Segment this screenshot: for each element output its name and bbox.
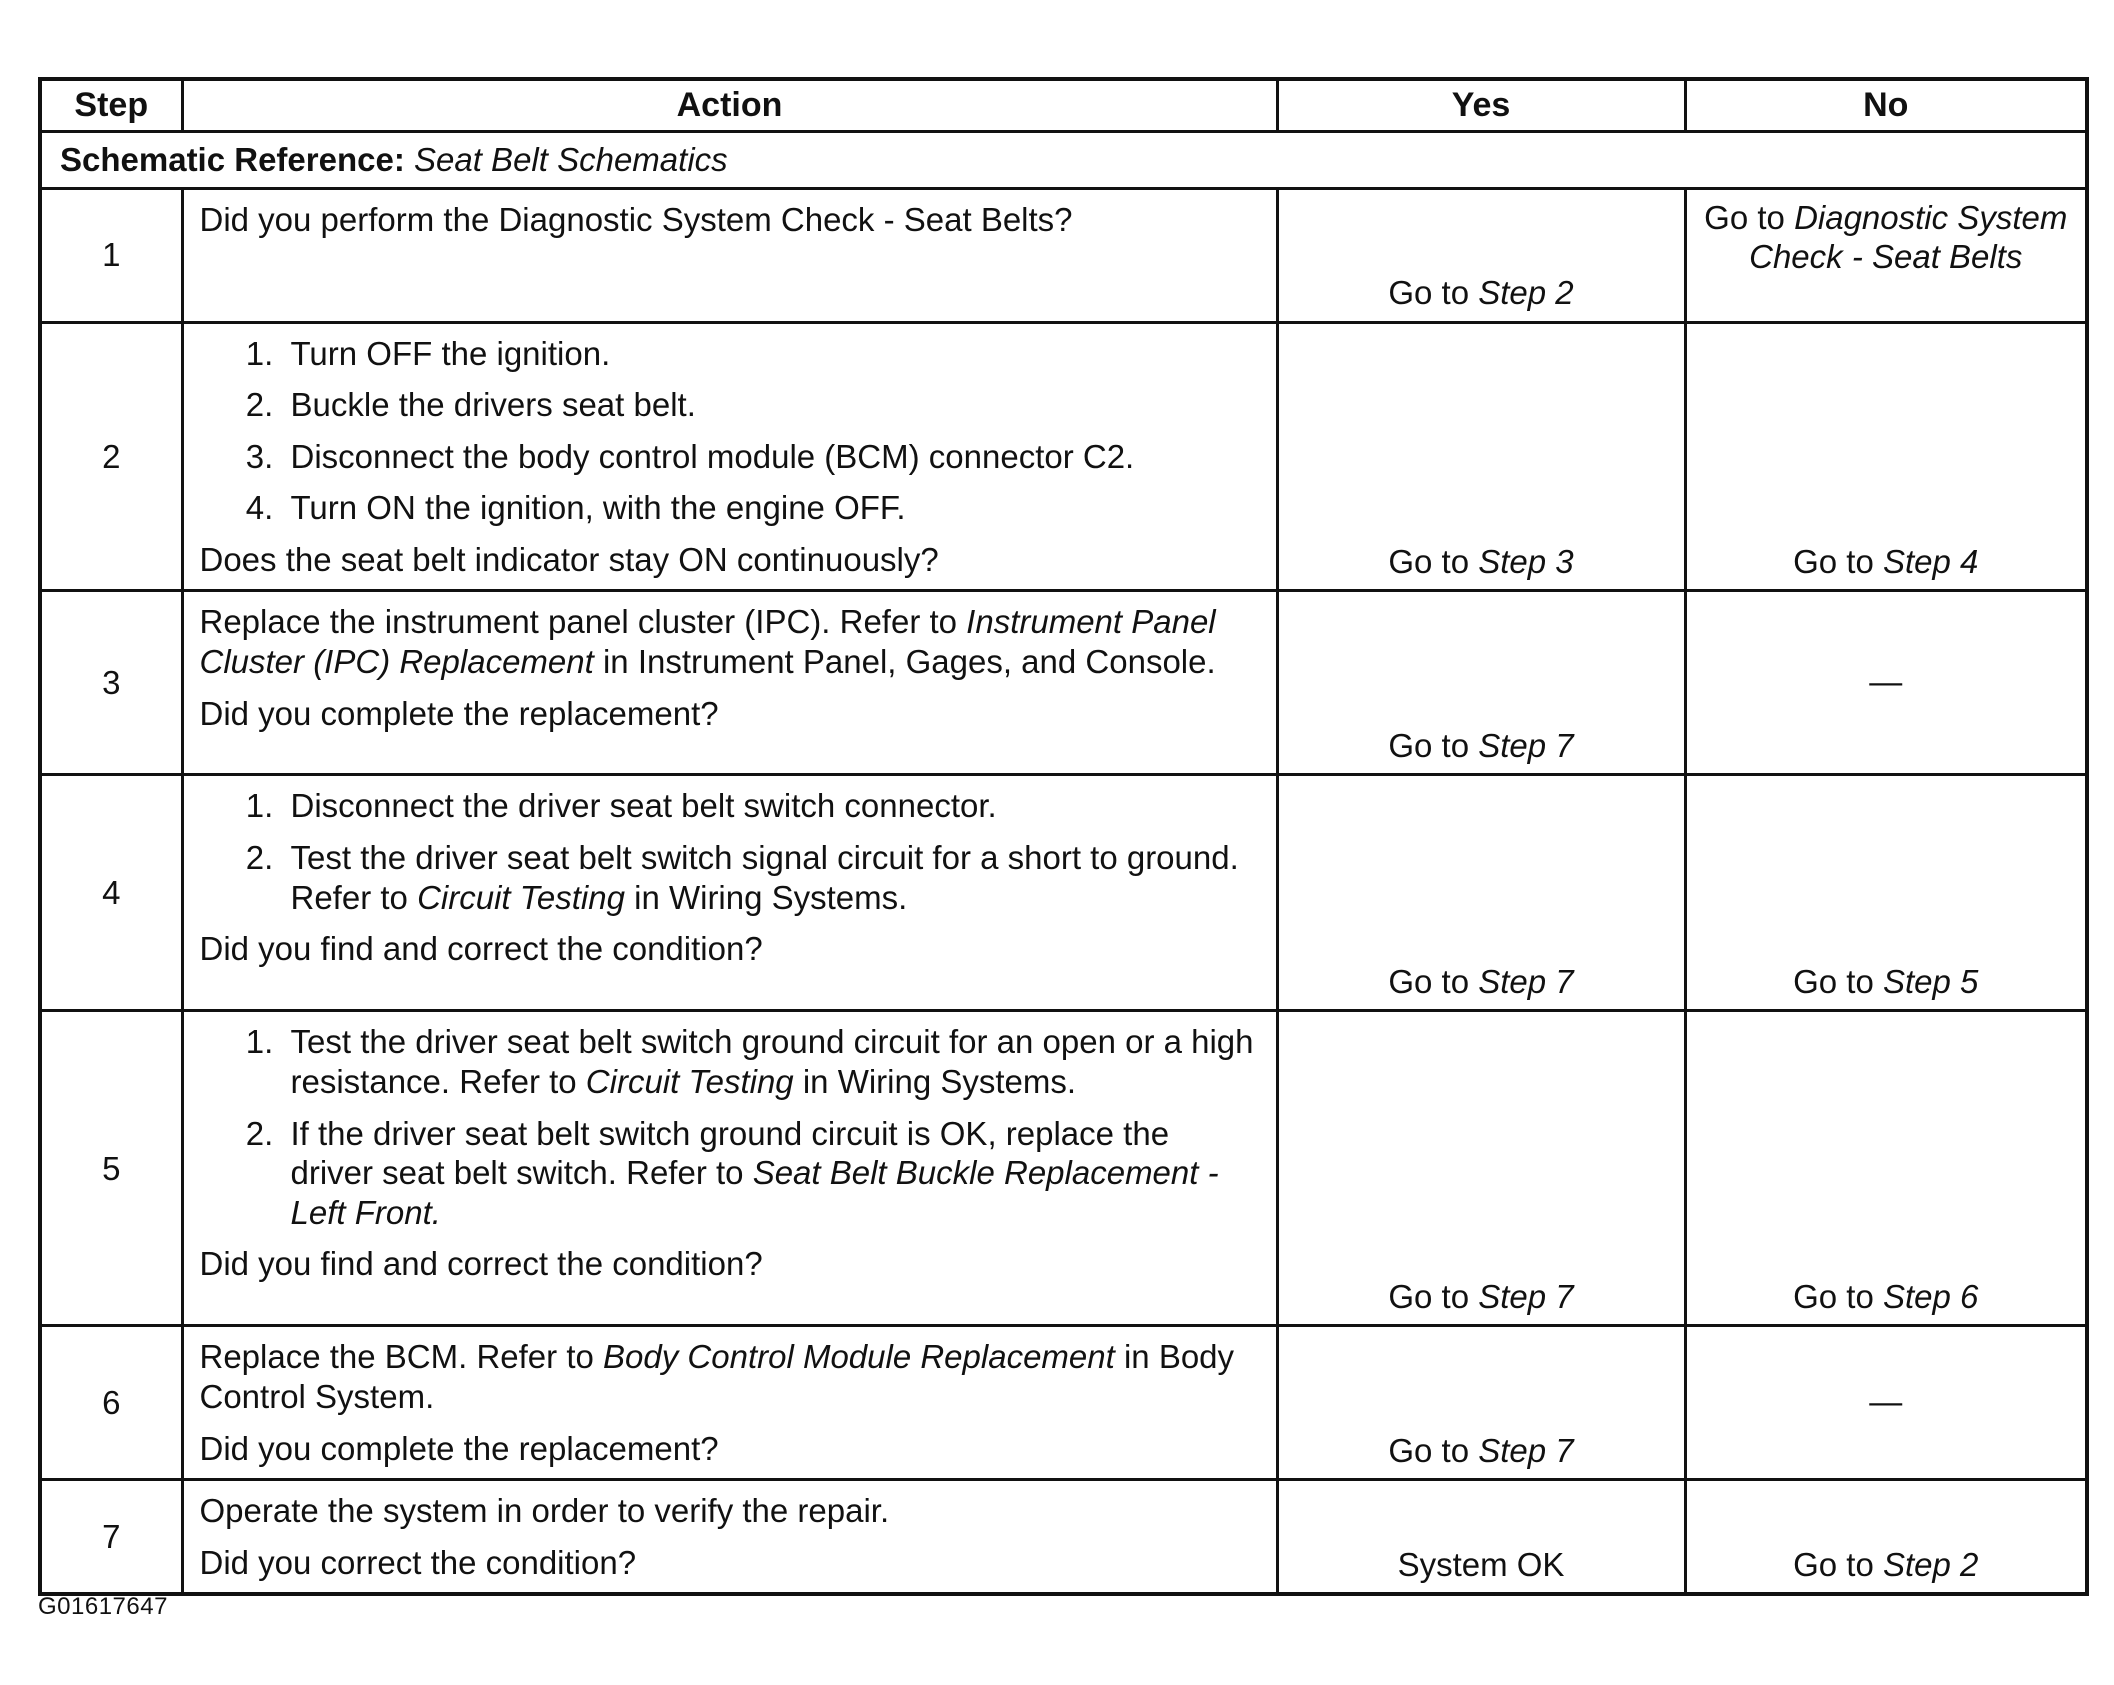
yes-step-link[interactable]: Step 2 xyxy=(1478,273,1574,311)
figure-id: G01617647 xyxy=(38,1593,168,1620)
list-item xyxy=(283,838,1260,917)
procedure-link[interactable]: Circuit Testing xyxy=(585,1063,794,1101)
procedure-link[interactable]: Body Control Module Replacement xyxy=(603,1338,1115,1376)
no-prefix: Go to xyxy=(1793,542,1883,580)
list-item: 1. Turn OFF the ignition. xyxy=(283,334,1260,374)
table-row xyxy=(40,1326,2087,1480)
list-item: 2. Buckle the drivers seat belt. xyxy=(283,385,1260,425)
action-question: Did you complete the replacement? xyxy=(199,1429,719,1467)
yes-step-link[interactable]: Step 7 xyxy=(1478,1431,1574,1469)
list-item: 3. Disconnect the body control module (BCM) connector C2. xyxy=(283,437,1260,477)
instruction-text: Test the driver seat belt switch signal circuit for a short to ground. Refer to xyxy=(290,839,1239,916)
action-cell xyxy=(182,1011,1277,1326)
yes-step-link[interactable]: Step 7 xyxy=(1478,962,1574,1000)
table-row xyxy=(40,775,2087,1011)
step-column-header: Step xyxy=(40,79,182,131)
no-prefix: Go to xyxy=(1793,962,1883,1000)
action-list xyxy=(200,1022,1260,1232)
no-cell xyxy=(1685,188,2087,322)
yes-result: System OK xyxy=(1397,1545,1565,1583)
instruction-text: If the driver seat belt switch ground circuit is OK, replace the driver seat belt switch. Refer to xyxy=(290,1114,1170,1192)
no-cell xyxy=(1685,775,2087,1011)
schematic-reference-link[interactable]: Seat Belt Schematics xyxy=(414,140,728,178)
table-row xyxy=(40,322,2087,591)
diagnostic-table xyxy=(38,77,2089,1596)
instruction-text: Replace the BCM. Refer to xyxy=(199,1338,604,1376)
table-row xyxy=(40,591,2087,775)
schematic-reference-cell xyxy=(40,131,2087,188)
list-item: 4. Turn ON the ignition, with the engine OFF. xyxy=(283,488,1260,528)
instruction-text: in Instrument Panel, Gages, and Console. xyxy=(593,643,1216,681)
instruction-text: Replace the instrument panel cluster (IPC). Refer to xyxy=(199,603,967,641)
no-column-header: No xyxy=(1685,79,2087,131)
table-row xyxy=(40,1480,2087,1595)
instruction-text: in Wiring Systems. xyxy=(793,1063,1077,1101)
list-item: 1. Disconnect the driver seat belt switch connector. xyxy=(283,786,1260,826)
no-cell xyxy=(1685,322,2087,591)
action-question: Did you find and correct the condition? xyxy=(199,1245,763,1283)
yes-cell xyxy=(1277,591,1685,775)
yes-step-link[interactable]: Step 3 xyxy=(1478,542,1574,580)
schematic-reference-label: Schematic Reference: xyxy=(60,140,405,178)
yes-cell xyxy=(1277,1326,1685,1480)
procedure-link[interactable]: Seat Belt Buckle Replacement - Left Front. xyxy=(290,1154,1219,1231)
yes-prefix: Go to xyxy=(1388,962,1479,1000)
yes-cell xyxy=(1277,1480,1685,1595)
step-number: 2 xyxy=(40,322,182,591)
list-item xyxy=(283,1022,1260,1101)
action-cell xyxy=(182,775,1277,1011)
step-number: 3 xyxy=(40,591,182,775)
yes-column-header: Yes xyxy=(1277,79,1685,131)
no-cell xyxy=(1685,1011,2087,1326)
no-step-link[interactable]: Step 5 xyxy=(1882,962,1979,1000)
no-procedure-link[interactable]: Diagnostic System Check - Seat Belts xyxy=(1749,198,2068,276)
step-number: 5 xyxy=(40,1011,182,1326)
yes-prefix: Go to xyxy=(1388,726,1479,764)
no-prefix: Go to xyxy=(1793,1277,1883,1315)
action-question: Does the seat belt indicator stay ON continuously? xyxy=(199,540,939,578)
action-cell xyxy=(182,322,1277,591)
no-step-link[interactable]: Step 2 xyxy=(1882,1545,1979,1583)
table-row xyxy=(40,188,2087,322)
no-prefix: Go to xyxy=(1704,198,1795,236)
procedure-link[interactable]: Instrument Panel Cluster (IPC) Replacement xyxy=(199,603,1216,681)
action-cell xyxy=(182,1480,1277,1595)
yes-prefix: Go to xyxy=(1388,273,1479,311)
no-step-link[interactable]: Step 6 xyxy=(1882,1277,1979,1315)
instruction-text: in Wiring Systems. xyxy=(624,878,908,916)
action-cell xyxy=(182,188,1277,322)
action-cell xyxy=(182,1326,1277,1480)
step-number: 7 xyxy=(40,1480,182,1595)
action-instruction xyxy=(200,602,1260,681)
step-number: 6 xyxy=(40,1326,182,1480)
table-row xyxy=(40,1011,2087,1326)
no-dash: — xyxy=(1869,663,1903,701)
action-question: Did you correct the condition? xyxy=(199,1543,637,1581)
action-question: Did you perform the Diagnostic System Check - Seat Belts? xyxy=(199,200,1073,238)
step-number: 4 xyxy=(40,775,182,1011)
instruction-text: Test the driver seat belt switch ground circuit for an open or a high resistance. Refer to xyxy=(290,1023,1254,1101)
no-cell xyxy=(1685,1480,2087,1595)
yes-prefix: Go to xyxy=(1388,1431,1479,1469)
no-prefix: Go to xyxy=(1793,1545,1883,1583)
yes-cell xyxy=(1277,322,1685,591)
action-instruction: Operate the system in order to verify the repair. xyxy=(199,1492,890,1530)
yes-prefix: Go to xyxy=(1388,542,1479,580)
step-number: 1 xyxy=(40,188,182,322)
action-column-header: Action xyxy=(182,79,1277,131)
yes-prefix: Go to xyxy=(1388,1277,1479,1315)
action-question: Did you find and correct the condition? xyxy=(199,930,763,968)
yes-cell xyxy=(1277,188,1685,322)
no-dash: — xyxy=(1869,1383,1903,1421)
no-step-link[interactable]: Step 4 xyxy=(1882,542,1979,580)
yes-step-link[interactable]: Step 7 xyxy=(1478,1277,1574,1315)
no-cell xyxy=(1685,1326,2087,1480)
action-list xyxy=(200,334,1260,528)
procedure-link[interactable]: Circuit Testing xyxy=(417,878,625,916)
yes-cell xyxy=(1277,1011,1685,1326)
action-cell xyxy=(182,591,1277,775)
action-question: Did you complete the replacement? xyxy=(199,694,719,732)
action-instruction xyxy=(200,1337,1260,1416)
schematic-reference-row xyxy=(40,131,2087,188)
yes-cell xyxy=(1277,775,1685,1011)
instruction-text: in Body Control System. xyxy=(199,1338,1235,1416)
list-item xyxy=(283,1114,1260,1233)
action-list xyxy=(200,786,1260,917)
no-cell xyxy=(1685,591,2087,775)
yes-step-link[interactable]: Step 7 xyxy=(1478,726,1574,764)
header-row xyxy=(40,79,2087,131)
